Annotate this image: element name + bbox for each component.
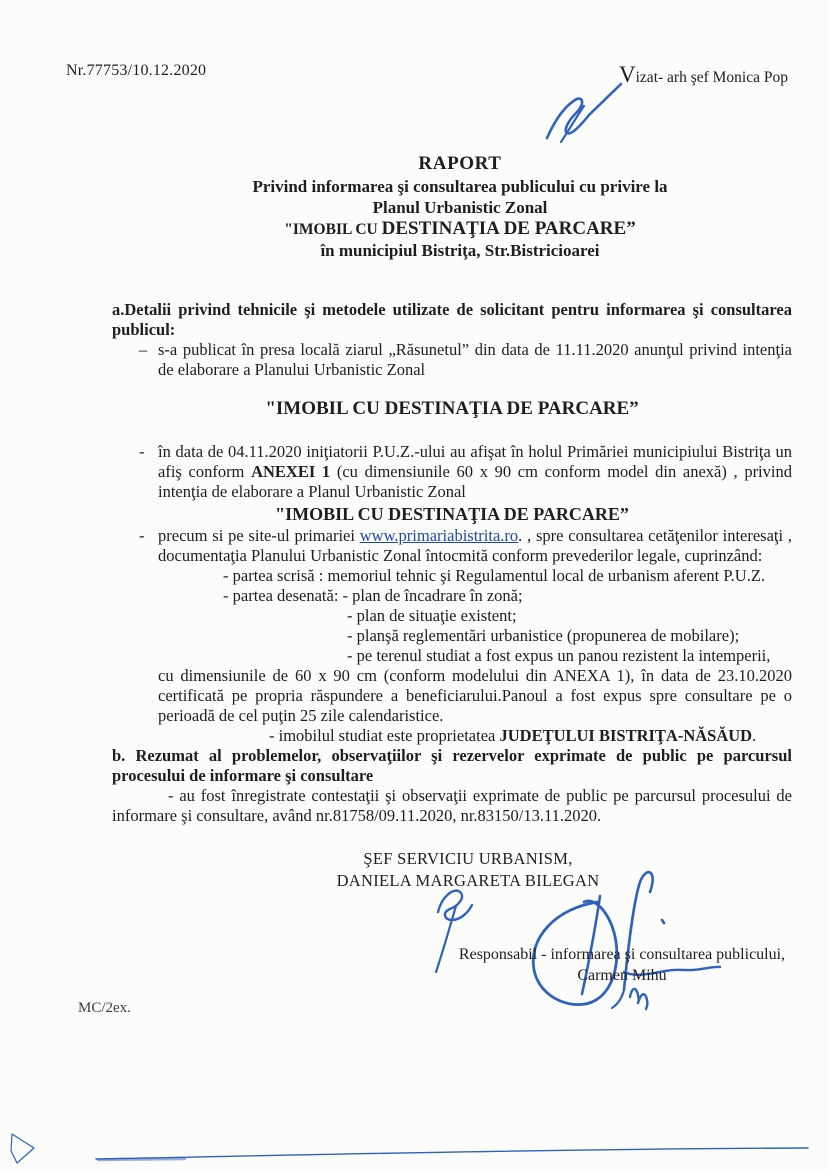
section-b-heading: b. Rezumat al problemelor, observaţiilor şi rezervelor exprimate de public pe parcursul procesului de informare şi consultare xyxy=(112,746,792,785)
list-marker: - xyxy=(139,442,145,461)
puz-name-main: DESTINAŢIA DE PARCARE” xyxy=(381,218,636,239)
list-item-text: s-a publicat în presa locală ziarul „Răsunetul” din data de 11.11.2020 anunţul privind intenţia de elaborare a Planului Urbanistic Zonal xyxy=(158,340,792,379)
section-a-heading: a.Detalii privind tehnicile şi metodele utilizate de solicitant pentru informarea şi consultarea publicul: xyxy=(112,300,792,339)
document-number: Nr.77753/10.12.2020 xyxy=(66,62,207,79)
document-body xyxy=(112,300,792,826)
urbanism-chief-title: ŞEF SERVICIU URBANISM, xyxy=(363,849,573,868)
annex-reference: ANEXEI 1 xyxy=(251,462,331,481)
list-item-text xyxy=(158,442,792,502)
puz-name-title xyxy=(92,218,828,240)
sub-sub-list-item: - pe terenul studiat a fost expus un panou rezistent la intemperii, xyxy=(347,646,771,665)
responsible-block xyxy=(451,944,793,986)
footer-initials: MC/2ex. xyxy=(78,1000,131,1016)
scan-artifact-bottom xyxy=(0,1118,828,1169)
document-header xyxy=(66,62,788,88)
urbanism-chief-name: DANIELA MARGARETA BILEGAN xyxy=(336,871,600,890)
property-statement xyxy=(112,726,792,746)
text-segment: (cu dimensiunile 60 x 90 cm conform model din anexă) , privind intenţia de elaborare a Planul Urbanistic Zonal xyxy=(158,462,792,501)
report-title: RAPORT xyxy=(418,153,502,174)
sub-sub-list-item: - plan de situaţie existent; xyxy=(347,606,517,625)
text-segment: . xyxy=(752,726,757,745)
list-item-text xyxy=(158,526,792,566)
list-marker: – xyxy=(139,340,148,359)
sub-sub-list-item: - planşă reglementări urbanistice (propunerea de mobilare); xyxy=(347,626,740,645)
section-b-body: - au fost înregistrate contestaţii şi observaţii exprimate de public pe parcursul procesului de informare şi consultare, având nr.81758/09.11.2020, nr.83150/13.11.2020. xyxy=(112,786,792,825)
text-segment: . , spre consultarea cetăţenilor interesaţi , documentaţia Planului Urbanistic Zonal întocmită conform prevederilor legale, cuprinzând: xyxy=(158,526,792,565)
responsible-title: Responsabil - informarea şi consultarea publicului, xyxy=(458,946,786,963)
sub-list-item: - partea scrisă : memoriul tehnic şi Regulamentul local de urbanism aferent P.U.Z. xyxy=(223,566,766,585)
approval-note: Vizat- arh şef Monica Pop xyxy=(619,62,788,87)
text-segment: în data de 04.11.2020 iniţiatorii P.U.Z.-ului au afişat în holul Primăriei municipiului Bistriţa un afiş conform xyxy=(158,442,792,481)
owner-name: JUDEŢULUI BISTRIŢA-NĂSĂUD xyxy=(499,726,753,745)
text-segment: - imobilul studiat este proprietatea xyxy=(269,726,500,745)
sub-list-item: - partea desenată: - plan de încadrare în zonă; xyxy=(223,586,523,605)
responsible-name: Carmen Mihu xyxy=(577,967,667,984)
text-segment: precum si pe site-ul primariei xyxy=(158,526,360,545)
puz-name-prefix: "IMOBIL CU xyxy=(284,221,382,238)
carmen-mihu-signature xyxy=(512,862,752,1017)
title-block xyxy=(92,153,828,261)
plan-type-title: Planul Urbanistic Zonal xyxy=(372,198,548,217)
primaria-website-link[interactable]: www.primariabistrita.ro xyxy=(359,526,519,545)
monica-pop-signature xyxy=(533,78,628,146)
puz-heading: "IMOBIL CU DESTINAŢIA DE PARCARE” xyxy=(265,398,639,419)
list-item xyxy=(112,526,792,566)
report-subtitle: Privind informarea şi consultarea publicului cu privire la xyxy=(252,177,668,196)
list-item xyxy=(112,442,792,502)
location-title: în municipiul Bistriţa, Str.Bistricioarei xyxy=(320,241,600,260)
puz-heading: "IMOBIL CU DESTINAŢIA DE PARCARE” xyxy=(275,504,629,524)
list-marker: - xyxy=(139,526,145,545)
list-item xyxy=(112,340,792,380)
panel-paragraph: cu dimensiunile de 60 x 90 cm (conform modelului din ANEXA 1), în data de 23.10.2020 certificată pe propria răspundere a beneficiarului.Panoul a fost expus spre consultare pe o perioadă de cel puţin 25 zile calendaristice. xyxy=(158,666,792,725)
